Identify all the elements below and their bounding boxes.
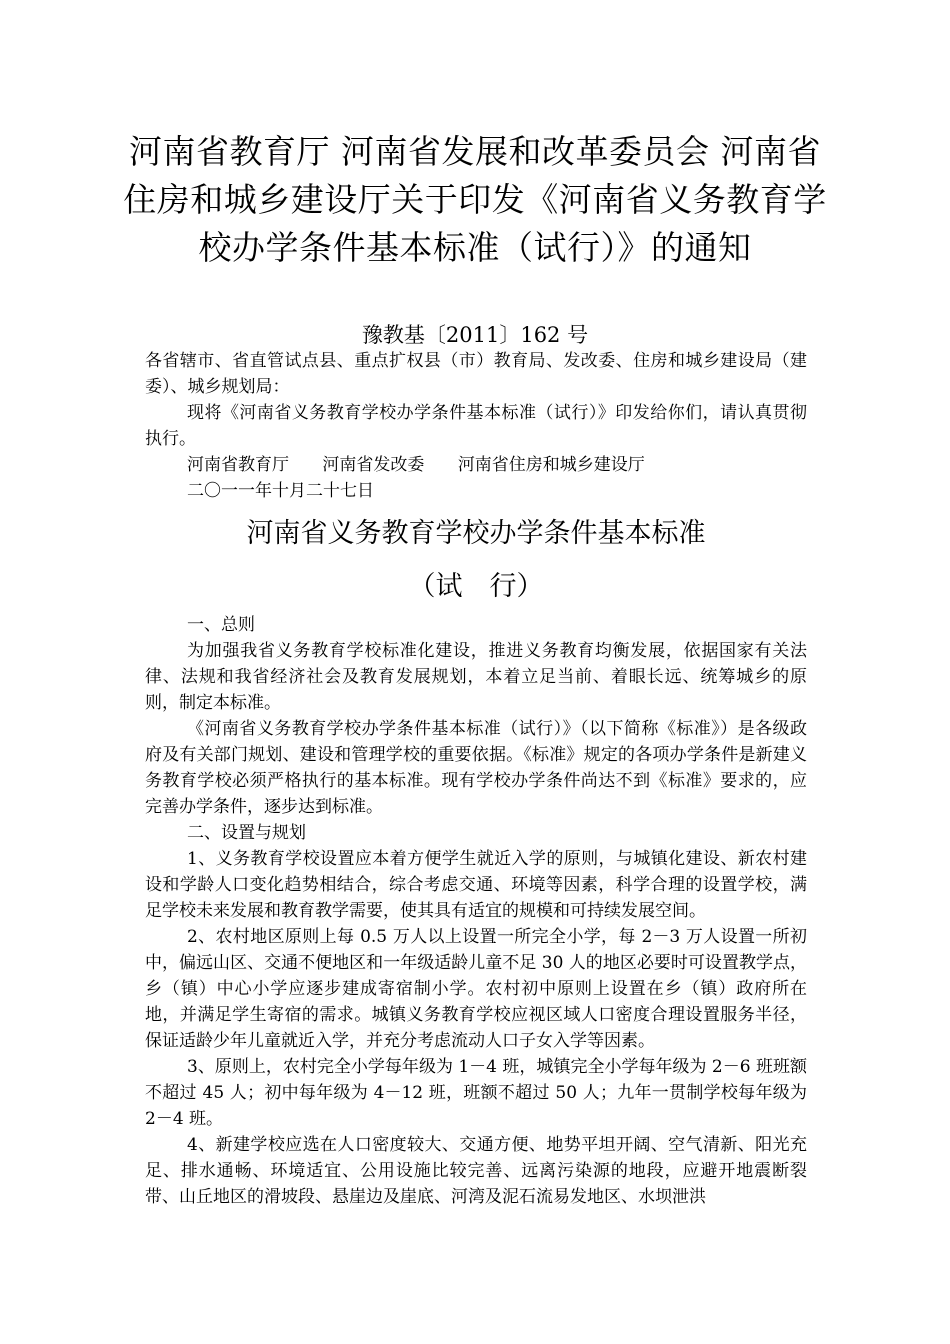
signatories (145, 452, 807, 478)
paragraph: 为加强我省义务教育学校标准化建设，推进义务教育均衡发展，依据国家有关法律、法规和我省经济社会及教育发展规划，本着立足当前、着眼长远、统筹城乡的原则，制定本标准。 (145, 641, 807, 713)
recipients: 各省辖市、省直管试点县、重点扩权县（市）教育局、发改委、住房和城乡建设局（建委）、城乡规划局： (145, 351, 807, 397)
paragraph: 4、新建学校应选在人口密度较大、交通方便、地势平坦开阔、空气清新、阳光充足、排水通畅、环境适宜、公用设施比较完善、远离污染源的地段，应避开地震断裂带、山丘地区的滑坡段、悬崖边及崖底、河湾及泥石流易发地区、水坝泄洪 (145, 1135, 807, 1207)
section-heading: 一、总则 (187, 615, 255, 635)
signatory-housing: 河南省住房和城乡建设厅 (457, 455, 645, 475)
instruction-paragraph: 现将《河南省义务教育学校办学条件基本标准（试行）》印发给你们，请认真贯彻执行。 (145, 403, 807, 449)
document-number: 豫教基〔2011〕162 号 (361, 323, 589, 347)
signatory-development: 河南省发改委 (322, 455, 425, 475)
notice-title: 河南省教育厅 河南省发展和改革委员会 河南省住房和城乡建设厅关于印发《河南省义务教育学校办学条件基本标准（试行）》的通知 (123, 132, 827, 267)
document-body (145, 348, 807, 1210)
standard-subtitle: （试 行） (408, 571, 544, 602)
paragraph: 1、义务教育学校设置应本着方便学生就近入学的原则，与城镇化建设、新农村建设和学龄人口变化趋势相结合，综合考虑交通、环境等因素，科学合理的设置学校，满足学校未来发展和教育教学需要，使其具有适宜的规模和可持续发展空间。 (145, 849, 807, 921)
standard-title: 河南省义务教育学校办学条件基本标准 (246, 518, 706, 549)
paragraph: 3、原则上，农村完全小学每年级为 1－4 班，城镇完全小学每年级为 2－6 班班额不超过 45 人；初中每年级为 4－12 班，班额不超过 50 人；九年一贯制学校每年级为 2－4 班。 (145, 1057, 807, 1129)
section-heading: 二、设置与规划 (187, 823, 306, 843)
signatory-education: 河南省教育厅 (187, 455, 289, 475)
paragraph: 《河南省义务教育学校办学条件基本标准（试行）》（以下简称《标准》）是各级政府及有关部门规划、建设和管理学校的重要依据。《标准》规定的各项办学条件是新建义务教育学校必须严格执行的基本标准。现有学校办学条件尚达不到《标准》要求的，应完善办学条件，逐步达到标准。 (145, 719, 807, 817)
issue-date: 二〇一一年十月二十七日 (187, 481, 374, 501)
paragraph: 2、农村地区原则上每 0.5 万人以上设置一所完全小学，每 2－3 万人设置一所初中，偏远山区、交通不便地区和一年级适龄儿童不足 30 人的地区必要时可设置教学点，乡（镇）中心小学应逐步建成寄宿制小学。农村初中原则上设置在乡（镇）政府所在地，并满足学生寄宿的需求。城镇义务教育学校应视区域人口密度合理设置服务半径，保证适龄少年儿童就近入学，并充分考虑流动人口子女入学等因素。 (145, 927, 807, 1051)
